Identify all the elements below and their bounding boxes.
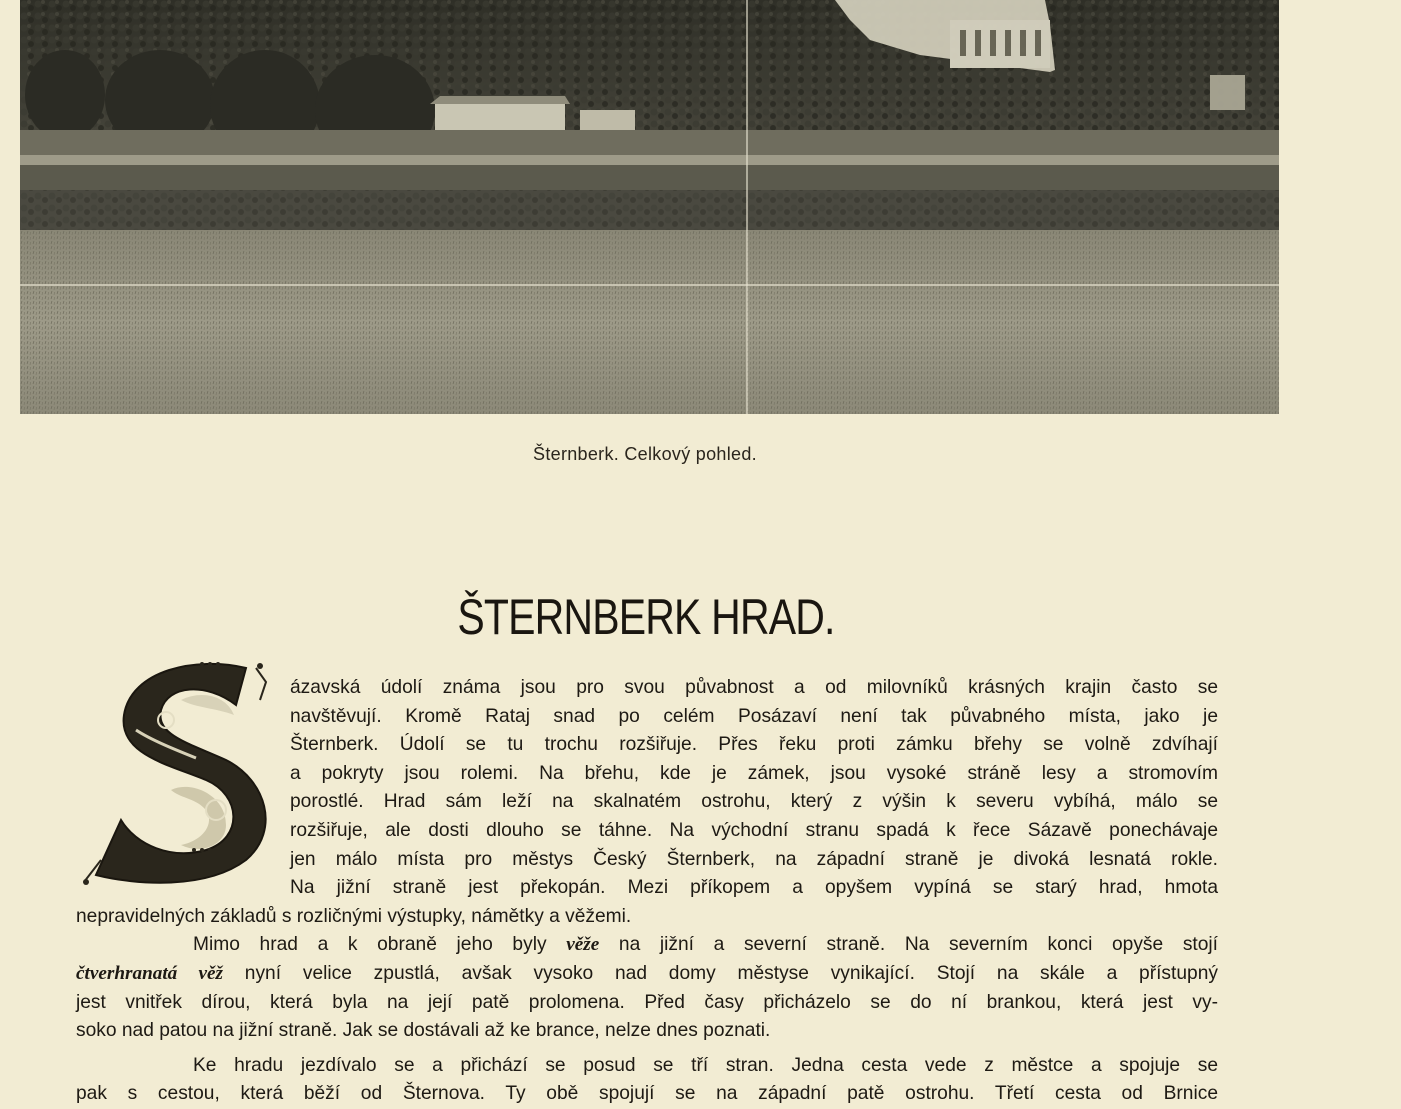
text-line: ázavská údolí známa jsou pro svou půvabnost a od milovníků krásných krajin často se bbox=[290, 677, 1218, 698]
emphasis-text: čtverhranatá věž bbox=[76, 962, 224, 984]
text-fragment: nyní velice zpustlá, avšak vysoko nad domy městyse vynikající. Stojí na skále a přístupný bbox=[244, 962, 1218, 984]
text-line: nepravidelných základů s rozličnými výstupky, námětky a věžemi. bbox=[76, 905, 632, 927]
emphasis-text: věže bbox=[566, 934, 600, 956]
text-line bbox=[76, 960, 1218, 989]
photo-caption: Šternberk. Celkový pohled. bbox=[533, 444, 757, 464]
text-line: rozšiřuje, ale dosti dlouho se táhne. Na východní stranu spadá k řece Sázavě ponechávaje bbox=[290, 819, 1218, 841]
text-line: porostlé. Hrad sám leží na skalnatém ostrohu, který z výšin k severu vybíhá, málo se bbox=[290, 791, 1218, 813]
text-line: jen málo místa pro městys Český Šternberk, na západní straně je divoká lesnatá rokle. bbox=[290, 848, 1218, 870]
text-line: a pokryty jsou rolemi. Na břehu, kde je zámek, jsou vysoké stráně lesy a stromovím bbox=[290, 762, 1218, 784]
text-line: Ke hradu jezdívalo se a přichází se posud se tří stran. Jedna cesta vede z městce a spojuje se bbox=[193, 1054, 1218, 1076]
text-line: Šternberk. Údolí se tu trochu rozšiřuje. Přes řeku proti zámku břehy se volně zdvíhají bbox=[290, 734, 1218, 756]
text-line: soko nad patou na jižní straně. Jak se dostávali až ke brance, nelze dnes poznati. bbox=[76, 1020, 771, 1042]
page-title: ŠTERNBERK HRAD. bbox=[457, 589, 835, 645]
text-line: pak s cestou, která běží od Šternova. Ty obě spojují se na západní patě ostrohu. Třetí cesta od Brnice bbox=[76, 1083, 1218, 1105]
text-line: navštěvují. Kromě Rataj snad po celém Posázaví není tak půvabného místa, jako je bbox=[290, 705, 1218, 727]
text-line: Na jižní straně jest překopán. Mezi příkopem a opyšem vypíná se starý hrad, hmota bbox=[290, 877, 1218, 899]
text-line bbox=[76, 931, 1218, 960]
text-line: jest vnitřek dírou, která byla na její patě prolomena. Před časy přicházelo se do ní brankou, která jest vy- bbox=[76, 991, 1218, 1013]
text-fragment: na jižní a severní straně. Na severním konci opyše stojí bbox=[618, 934, 1219, 956]
landscape-photo bbox=[20, 0, 1279, 414]
text-fragment: Mimo hrad a k obraně jeho byly bbox=[193, 934, 547, 956]
article-body bbox=[76, 674, 1218, 1109]
